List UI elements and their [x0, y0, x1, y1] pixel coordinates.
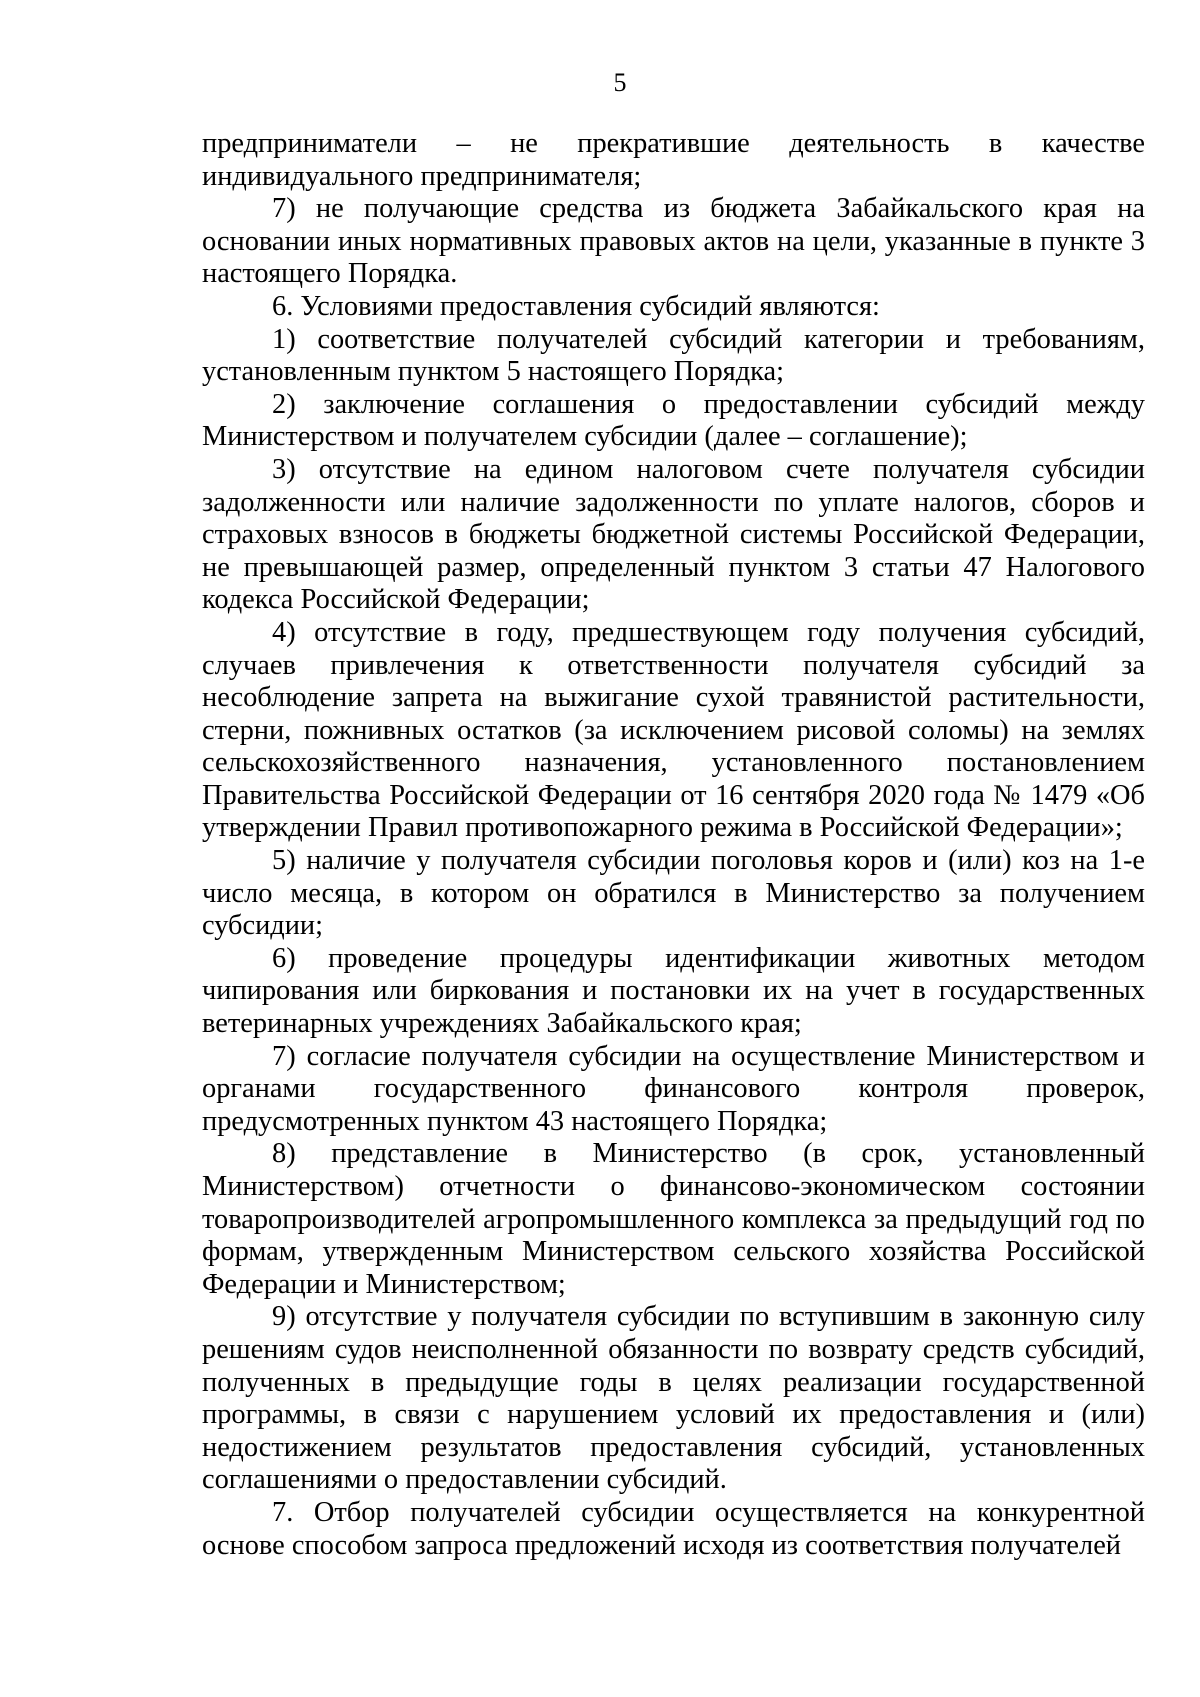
paragraph: 6) проведение процедуры идентификации животных методом чипирования или биркования и постановки их на учет в государственных ветеринарных учреждениях Забайкальского края;: [202, 942, 1145, 1040]
document-body: [202, 128, 1145, 1562]
paragraph: 2) заключение соглашения о предоставлении субсидий между Министерством и получателем субсидии (далее – соглашение);: [202, 388, 1145, 453]
page-number: 5: [613, 68, 627, 97]
paragraph: 4) отсутствие в году, предшествующем году получения субсидий, случаев привлечения к ответственности получателя субсидий за несоблюдение запрета на выжигание сухой травянистой растительности, стерни, пожнивных остатков (за исключением рисовой соломы) на землях сельскохозяйственного назначения, установленного постановлением Правительства Российской Федерации от 16 сентября 2020 года № 1479 «Об утверждении Правил противопожарного режима в Российской Федерации»;: [202, 616, 1145, 844]
paragraph: 7) не получающие средства из бюджета Забайкальского края на основании иных нормативных правовых актов на цели, указанные в пункте 3 настоящего Порядка.: [202, 193, 1145, 290]
paragraph: 1) соответствие получателей субсидий категории и требованиям, установленным пунктом 5 настоящего Порядка;: [202, 323, 1145, 388]
paragraph: 3) отсутствие на едином налоговом счете получателя субсидии задолженности или наличие задолженности по уплате налогов, сборов и страховых взносов в бюджеты бюджетной системы Российской Федерации, не превышающей размер, определенный пунктом 3 статьи 47 Налогового кодекса Российской Федерации;: [202, 453, 1145, 616]
paragraph: предприниматели – не прекратившие деятельность в качестве индивидуального предпринимателя;: [202, 128, 1145, 192]
paragraph: 6. Условиями предоставления субсидий являются:: [272, 290, 880, 322]
paragraph: 5) наличие у получателя субсидии поголовья коров и (или) коз на 1-е число месяца, в котором он обратился в Министерство за получением субсидии;: [202, 845, 1145, 942]
paragraph: 9) отсутствие у получателя субсидии по вступившим в законную силу решениям судов неисполненной обязанности по возврату средств субсидий, полученных в предыдущие годы в целях реализации государственной программы, в связи с нарушением условий их предоставления и (или) недостижением результатов предоставления субсидий, установленных соглашениями о предоставлении субсидий.: [202, 1301, 1145, 1496]
paragraph: 7) согласие получателя субсидии на осуществление Министерством и органами государственного финансового контроля проверок, предусмотренных пунктом 43 настоящего Порядка;: [202, 1040, 1145, 1137]
paragraph: 7. Отбор получателей субсидии осуществляется на конкурентной основе способом запроса предложений исходя из соответствия получателей: [202, 1496, 1145, 1561]
paragraph: 8) представление в Министерство (в срок, установленный Министерством) отчетности о финансово-экономическом состоянии товаропроизводителей агропромышленного комплекса за предыдущий год по формам, утвержденным Министерством сельского хозяйства Российской Федерации и Министерством;: [202, 1138, 1145, 1300]
